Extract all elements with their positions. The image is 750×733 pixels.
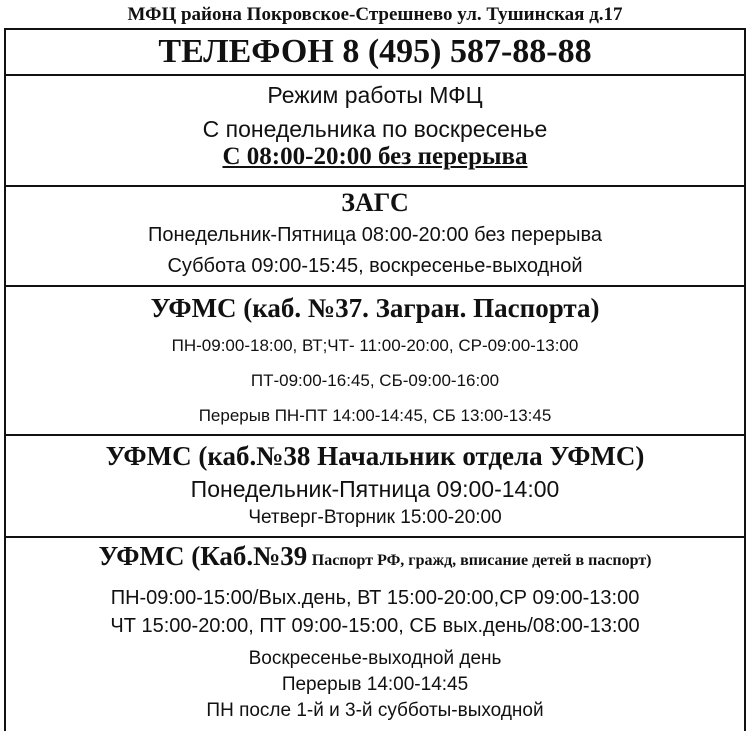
ufms-37-hours-line1: ПН-09:00-18:00, ВТ;ЧТ- 11:00-20:00, СР-09:00-13:00: [171, 336, 579, 355]
ufms-39-title: УФМС (Каб.№39: [98, 541, 308, 571]
phone-number: ТЕЛЕФОН 8 (495) 587-88-88: [158, 33, 592, 70]
office-address-header: МФЦ района Покровское-Стрешнево ул. Тушинская д.17: [127, 4, 623, 25]
ufms-39-heading: [6, 540, 744, 577]
ufms-39-section: [6, 536, 744, 733]
ufms-39-hours-line2: ЧТ 15:00-20:00, ПТ 09:00-15:00, СБ вых.день/08:00-13:00: [110, 615, 640, 637]
mfc-days: С понедельника по воскресенье: [202, 116, 548, 142]
schedule-sheet: [4, 28, 746, 731]
ufms-38-section: [6, 434, 744, 536]
ufms-39-monday-note: ПН после 1-й и 3-й субботы-выходной: [206, 700, 544, 721]
ufms-37-section: [6, 285, 744, 434]
mfc-title: Режим работы МФЦ: [267, 82, 483, 108]
ufms-38-evening: Четверг-Вторник 15:00-20:00: [248, 507, 502, 528]
zags-weekend: Суббота 09:00-15:45, воскресенье-выходной: [167, 255, 583, 277]
ufms-37-title: УФМС (каб. №37. Загран. Паспорта): [150, 293, 600, 323]
ufms-37-break: Перерыв ПН-ПТ 14:00-14:45, СБ 13:00-13:45: [198, 406, 552, 425]
ufms-38-weekdays: Понедельник-Пятница 09:00-14:00: [190, 476, 560, 502]
zags-section: [6, 185, 744, 285]
ufms-39-sunday: Воскресенье-выходной день: [248, 648, 502, 669]
ufms-39-subtitle: Паспорт РФ, гражд, вписание детей в паспорт): [311, 552, 652, 569]
zags-title: ЗАГС: [341, 188, 409, 217]
mfc-hours-section: [6, 74, 744, 186]
phone-section: [6, 28, 744, 74]
ufms-38-title: УФМС (каб.№38 Начальник отдела УФМС): [105, 441, 645, 471]
zags-weekdays: Понедельник-Пятница 08:00-20:00 без перерыва: [148, 224, 602, 246]
mfc-hours: С 08:00-20:00 без перерыва: [222, 143, 528, 170]
ufms-39-break: Перерыв 14:00-14:45: [281, 674, 469, 695]
ufms-39-hours-line1: ПН-09:00-15:00/Вых.день, ВТ 15:00-20:00,СР 09:00-13:00: [110, 587, 640, 609]
ufms-37-hours-line2: ПТ-09:00-16:45, СБ-09:00-16:00: [250, 371, 500, 390]
